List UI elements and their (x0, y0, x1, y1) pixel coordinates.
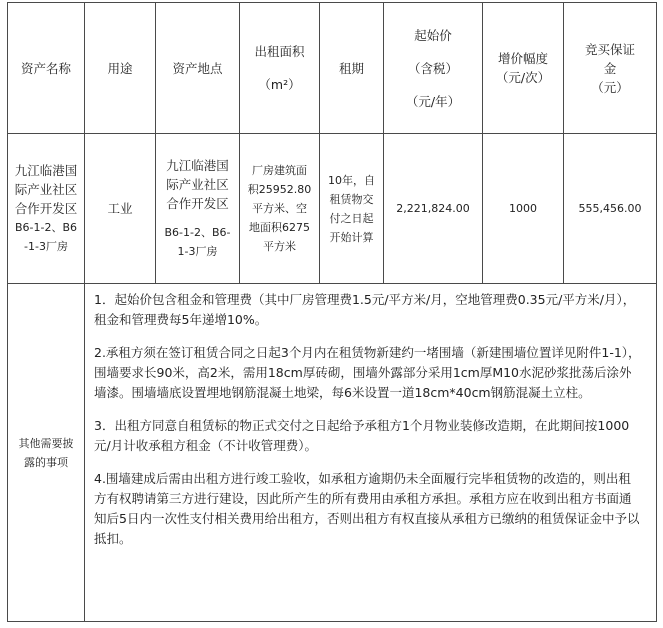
asset-name-line-3: 合作开发区 (14, 201, 78, 216)
header-start-price (384, 3, 482, 133)
area-line-2: 积25952.80 (247, 183, 312, 196)
header-start-price-unit: （元/年） (405, 93, 461, 109)
header-deposit-title2: 金 (603, 60, 617, 76)
cell-increment (483, 134, 563, 283)
header-start-price-tax: （含税） (407, 60, 458, 76)
cell-asset-name (8, 134, 84, 283)
header-asset-name-text: 资产名称 (20, 60, 71, 76)
area-line-4: 地面积6275 (249, 221, 310, 234)
start-price-value: 2,221,824.00 (396, 202, 470, 215)
header-deposit-unit: （元） (591, 79, 629, 95)
note-item-4: 4.围墙建成后需由出租方进行竣工验收，如承租方逾期仍未全面履行完毕租赁物的改造的，则出租方有权聘请第三方进行建设，因此所产生的所有费用由承租方承担。承租方应在收到出租方书面通知后5日内一次性支付相关费用给出租方，否则出租方有权直接从承租方已缴纳的租赁保证金中予以抵扣。 (94, 471, 640, 546)
header-usage-text: 用途 (107, 60, 133, 76)
term-line-2: 租赁物交 (329, 192, 374, 206)
cell-start-price (384, 134, 482, 283)
usage-value: 工业 (107, 201, 133, 216)
term-line-1: 10年，自 (328, 173, 375, 187)
deposit-value: 555,456.00 (578, 202, 642, 215)
location-line-5: 1-3厂房 (177, 245, 218, 258)
other-matters-notes (94, 290, 642, 562)
cell-area (240, 134, 319, 283)
cell-usage (85, 134, 155, 283)
area-line-3: 平方米、空 (252, 202, 307, 215)
note-item-1: 1．起始价包含租金和管理费（其中厂房管理费1.5元/平方米/月，空地管理费0.35元/平方米/月），租金和管理费每5年递增10%。 (94, 292, 636, 327)
location-line-2: 际产业社区 (166, 177, 229, 192)
area-line-1: 厂房建筑面 (252, 164, 307, 177)
term-line-4: 开始计算 (329, 230, 374, 244)
asset-name-line-4: B6-1-2、B6 (14, 221, 78, 234)
header-deposit-title: 竞买保证 (584, 41, 635, 57)
location-line-4: B6-1-2、B6- (164, 226, 231, 239)
header-area-unit: （m²） (258, 77, 301, 92)
area-line-5: 平方米 (263, 240, 296, 253)
asset-name-line-2: 际产业社区 (14, 182, 78, 197)
header-location-text: 资产地点 (172, 60, 223, 76)
cell-other-matters-label (8, 284, 84, 621)
header-increment-unit: （元/次） (495, 70, 551, 85)
cell-location (156, 134, 239, 283)
table-border-bottom (7, 621, 657, 622)
header-asset-name (8, 3, 84, 133)
header-deposit (564, 3, 656, 133)
note-item-3: 3．出租方同意自租赁标的物正式交付之日起给予承租方1个月物业装修改造期，在此期间按1000元/月计收承租方租金（不计收管理费）。 (94, 418, 630, 453)
other-label-line-1: 其他需要披 (18, 436, 74, 450)
other-label-line-2: 露的事项 (24, 455, 68, 469)
header-location (156, 3, 239, 133)
header-area-title: 出租面积 (254, 44, 305, 59)
header-increment (483, 3, 563, 133)
header-increment-title: 增价幅度 (497, 51, 548, 66)
location-line-3: 合作开发区 (166, 196, 229, 211)
location-line-1: 九江临港国 (166, 158, 229, 173)
term-line-3: 付之日起 (329, 211, 374, 225)
header-term-text: 租期 (338, 60, 364, 76)
header-start-price-title: 起始价 (414, 27, 452, 43)
data-row-divider (7, 283, 657, 284)
header-area (240, 3, 319, 133)
increment-value: 1000 (509, 202, 537, 215)
header-usage (85, 3, 155, 133)
header-term (320, 3, 383, 133)
note-item-2: 2.承租方须在签订租赁合同之日起3个月内在租赁物新建约一堵围墙（新建围墙位置详见附件1-1），围墙要求长90米，高2米，需用18cm厚砖砌，围墙外露部分采用1cm厚M10水泥砂浆批荡后涂外墙漆。围墙墙底设置埋地钢筋混凝土地梁，每6米设置一道18cm*40cm钢筋混凝土立柱。 (94, 345, 641, 400)
table-border-right (656, 2, 657, 622)
cell-term (320, 134, 383, 283)
asset-name-line-1: 九江临港国 (14, 163, 78, 178)
cell-deposit (564, 134, 656, 283)
asset-name-line-5: -1-3厂房 (24, 240, 68, 253)
